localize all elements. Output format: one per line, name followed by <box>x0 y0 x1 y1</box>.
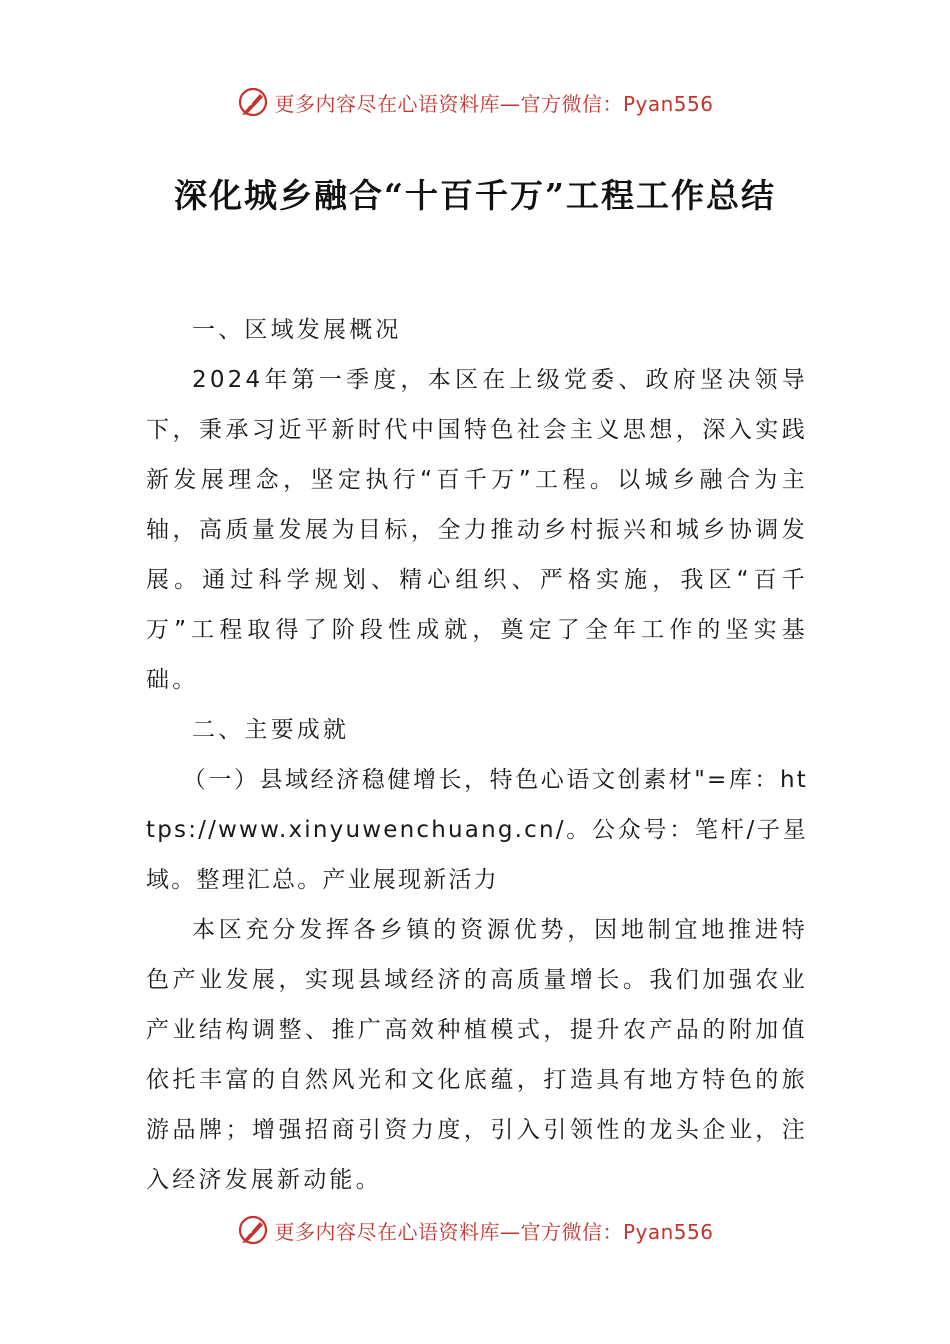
header-watermark <box>0 82 950 122</box>
section-heading: 二、主要成就 <box>192 717 350 743</box>
watermark-text: 更多内容尽在心语资料库—官方微信：Pyan556 <box>274 91 714 116</box>
pen-logo-icon <box>236 85 270 119</box>
watermark-text: 更多内容尽在心语资料库—官方微信：Pyan556 <box>274 1219 714 1244</box>
pen-logo-icon <box>236 1213 270 1247</box>
section-heading: 一、区域发展概况 <box>192 317 402 343</box>
paragraph: 2024年第一季度，本区在上级党委、政府坚决领导下，秉承习近平新时代中国特色社会主义思想，深入实践新发展理念，坚定执行“百千万”工程。以城乡融合为主轴，高质量发展为目标，全力推动乡村振兴和城乡协调发展。通过科学规划、精心组织、严格实施，我区“百千万”工程取得了阶段性成就，奠定了全年工作的坚实基础。 <box>146 367 808 693</box>
document-title: 深化城乡融合“十百千万”工程工作总结 <box>174 176 776 215</box>
footer-watermark <box>0 1210 950 1250</box>
subsection-heading: （一）县域经济稳健增长，特色心语文创素材"=库：https://www.xinyuwenchuang.cn/。公众号：笔杆/子星域。整理汇总。产业展现新活力 <box>146 767 808 893</box>
document-body <box>146 305 808 1205</box>
paragraph: 本区充分发挥各乡镇的资源优势，因地制宜地推进特色产业发展，实现县域经济的高质量增长。我们加强农业产业结构调整、推广高效种植模式，提升农产品的附加值依托丰富的自然风光和文化底蕴，打造具有地方特色的旅游品牌；增强招商引资力度，引入引领性的龙头企业，注入经济发展新动能。 <box>146 917 808 1193</box>
